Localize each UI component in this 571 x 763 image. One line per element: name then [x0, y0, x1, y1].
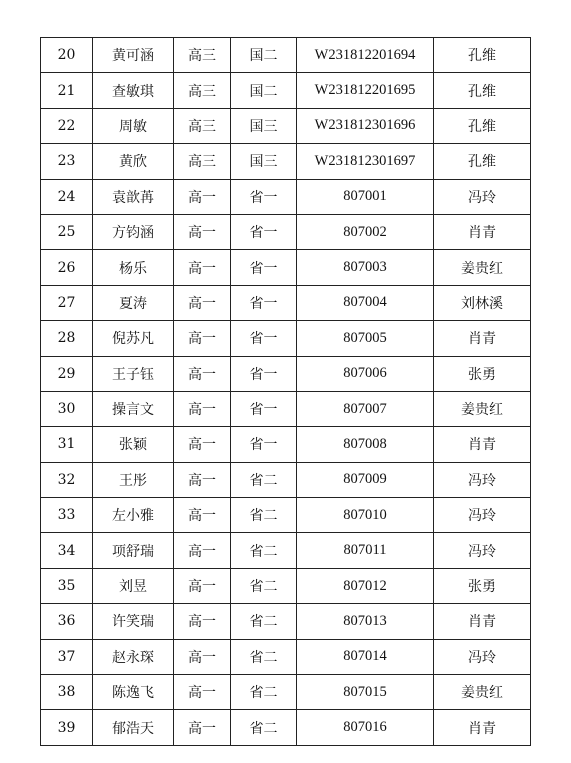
row-number-cell: 37 — [41, 639, 93, 674]
certificate-code-cell: 807002 — [297, 214, 434, 249]
award-level-cell: 省一 — [231, 179, 297, 214]
certificate-code-cell: 807012 — [297, 568, 434, 603]
certificate-code-cell: W231812301697 — [297, 144, 434, 179]
table-row — [41, 214, 531, 249]
grade-cell: 高一 — [174, 391, 231, 426]
table-row — [41, 604, 531, 639]
grade-cell: 高一 — [174, 250, 231, 285]
row-number-cell: 38 — [41, 675, 93, 710]
certificate-code-cell: 807003 — [297, 250, 434, 285]
row-number-cell: 21 — [41, 73, 93, 108]
teacher-name-cell: 孔维 — [434, 73, 531, 108]
teacher-name-cell: 冯玲 — [434, 639, 531, 674]
student-name-cell: 夏涛 — [93, 285, 174, 320]
certificate-code-cell: 807001 — [297, 179, 434, 214]
student-name-cell: 刘昱 — [93, 568, 174, 603]
grade-cell: 高三 — [174, 108, 231, 143]
teacher-name-cell: 张勇 — [434, 356, 531, 391]
table-row — [41, 675, 531, 710]
award-level-cell: 国三 — [231, 144, 297, 179]
certificate-code-cell: W231812201695 — [297, 73, 434, 108]
student-name-cell: 张颖 — [93, 427, 174, 462]
grade-cell: 高三 — [174, 144, 231, 179]
certificate-code-cell: 807008 — [297, 427, 434, 462]
table-row — [41, 321, 531, 356]
table-row — [41, 108, 531, 143]
table-row — [41, 250, 531, 285]
teacher-name-cell: 肖青 — [434, 214, 531, 249]
certificate-code-cell: 807015 — [297, 675, 434, 710]
teacher-name-cell: 刘林溪 — [434, 285, 531, 320]
teacher-name-cell: 姜贵红 — [434, 250, 531, 285]
certificate-code-cell: 807009 — [297, 462, 434, 497]
award-level-cell: 省二 — [231, 675, 297, 710]
teacher-name-cell: 肖青 — [434, 321, 531, 356]
certificate-code-cell: 807004 — [297, 285, 434, 320]
grade-cell: 高一 — [174, 498, 231, 533]
table-row — [41, 391, 531, 426]
award-level-cell: 国二 — [231, 38, 297, 73]
table-row — [41, 710, 531, 745]
award-level-cell: 省一 — [231, 321, 297, 356]
grade-cell: 高一 — [174, 533, 231, 568]
student-name-cell: 方钧涵 — [93, 214, 174, 249]
student-name-cell: 袁歆苒 — [93, 179, 174, 214]
award-level-cell: 省一 — [231, 250, 297, 285]
student-name-cell: 项舒瑞 — [93, 533, 174, 568]
row-number-cell: 36 — [41, 604, 93, 639]
teacher-name-cell: 冯玲 — [434, 462, 531, 497]
row-number-cell: 30 — [41, 391, 93, 426]
teacher-name-cell: 肖青 — [434, 710, 531, 745]
award-level-cell: 国三 — [231, 108, 297, 143]
row-number-cell: 33 — [41, 498, 93, 533]
student-name-cell: 赵永琛 — [93, 639, 174, 674]
student-name-cell: 杨乐 — [93, 250, 174, 285]
certificate-code-cell: 807010 — [297, 498, 434, 533]
table-row — [41, 533, 531, 568]
row-number-cell: 39 — [41, 710, 93, 745]
award-level-cell: 省一 — [231, 285, 297, 320]
teacher-name-cell: 姜贵红 — [434, 391, 531, 426]
student-name-cell: 左小雅 — [93, 498, 174, 533]
teacher-name-cell: 冯玲 — [434, 498, 531, 533]
certificate-code-cell: 807016 — [297, 710, 434, 745]
student-name-cell: 周敏 — [93, 108, 174, 143]
certificate-code-cell: 807014 — [297, 639, 434, 674]
student-name-cell: 陈逸飞 — [93, 675, 174, 710]
teacher-name-cell: 孔维 — [434, 38, 531, 73]
teacher-name-cell: 姜贵红 — [434, 675, 531, 710]
grade-cell: 高三 — [174, 38, 231, 73]
row-number-cell: 22 — [41, 108, 93, 143]
row-number-cell: 26 — [41, 250, 93, 285]
award-level-cell: 省二 — [231, 533, 297, 568]
award-level-cell: 省二 — [231, 462, 297, 497]
table-row — [41, 144, 531, 179]
table-row — [41, 568, 531, 603]
award-level-cell: 省一 — [231, 356, 297, 391]
award-level-cell: 省二 — [231, 568, 297, 603]
teacher-name-cell: 冯玲 — [434, 179, 531, 214]
award-level-cell: 省一 — [231, 427, 297, 462]
table-row — [41, 285, 531, 320]
certificate-code-cell: 807013 — [297, 604, 434, 639]
teacher-name-cell: 孔维 — [434, 144, 531, 179]
grade-cell: 高一 — [174, 675, 231, 710]
certificate-code-cell: W231812301696 — [297, 108, 434, 143]
award-table — [40, 37, 531, 746]
grade-cell: 高一 — [174, 710, 231, 745]
table-row — [41, 73, 531, 108]
student-name-cell: 查敏琪 — [93, 73, 174, 108]
student-name-cell: 倪苏凡 — [93, 321, 174, 356]
student-name-cell: 王彤 — [93, 462, 174, 497]
teacher-name-cell: 肖青 — [434, 427, 531, 462]
row-number-cell: 35 — [41, 568, 93, 603]
table-row — [41, 38, 531, 73]
award-level-cell: 省一 — [231, 214, 297, 249]
grade-cell: 高一 — [174, 427, 231, 462]
teacher-name-cell: 肖青 — [434, 604, 531, 639]
row-number-cell: 25 — [41, 214, 93, 249]
row-number-cell: 24 — [41, 179, 93, 214]
award-level-cell: 省二 — [231, 498, 297, 533]
grade-cell: 高三 — [174, 73, 231, 108]
grade-cell: 高一 — [174, 285, 231, 320]
certificate-code-cell: 807011 — [297, 533, 434, 568]
teacher-name-cell: 张勇 — [434, 568, 531, 603]
award-level-cell: 国二 — [231, 73, 297, 108]
grade-cell: 高一 — [174, 214, 231, 249]
student-name-cell: 操言文 — [93, 391, 174, 426]
student-name-cell: 黄欣 — [93, 144, 174, 179]
grade-cell: 高一 — [174, 321, 231, 356]
certificate-code-cell: 807007 — [297, 391, 434, 426]
row-number-cell: 23 — [41, 144, 93, 179]
award-level-cell: 省二 — [231, 710, 297, 745]
table-row — [41, 498, 531, 533]
student-name-cell: 许笑瑞 — [93, 604, 174, 639]
table-row — [41, 179, 531, 214]
grade-cell: 高一 — [174, 568, 231, 603]
grade-cell: 高一 — [174, 639, 231, 674]
grade-cell: 高一 — [174, 462, 231, 497]
teacher-name-cell: 冯玲 — [434, 533, 531, 568]
award-level-cell: 省二 — [231, 604, 297, 639]
row-number-cell: 27 — [41, 285, 93, 320]
award-level-cell: 省一 — [231, 391, 297, 426]
row-number-cell: 28 — [41, 321, 93, 356]
award-table-body — [41, 38, 531, 746]
row-number-cell: 32 — [41, 462, 93, 497]
student-name-cell: 黄可涵 — [93, 38, 174, 73]
table-row — [41, 356, 531, 391]
row-number-cell: 31 — [41, 427, 93, 462]
certificate-code-cell: 807006 — [297, 356, 434, 391]
teacher-name-cell: 孔维 — [434, 108, 531, 143]
table-row — [41, 639, 531, 674]
table-row — [41, 427, 531, 462]
student-name-cell: 郁浩天 — [93, 710, 174, 745]
student-name-cell: 王子钰 — [93, 356, 174, 391]
row-number-cell: 29 — [41, 356, 93, 391]
certificate-code-cell: 807005 — [297, 321, 434, 356]
award-level-cell: 省二 — [231, 639, 297, 674]
grade-cell: 高一 — [174, 356, 231, 391]
grade-cell: 高一 — [174, 604, 231, 639]
row-number-cell: 34 — [41, 533, 93, 568]
certificate-code-cell: W231812201694 — [297, 38, 434, 73]
table-row — [41, 462, 531, 497]
row-number-cell: 20 — [41, 38, 93, 73]
grade-cell: 高一 — [174, 179, 231, 214]
